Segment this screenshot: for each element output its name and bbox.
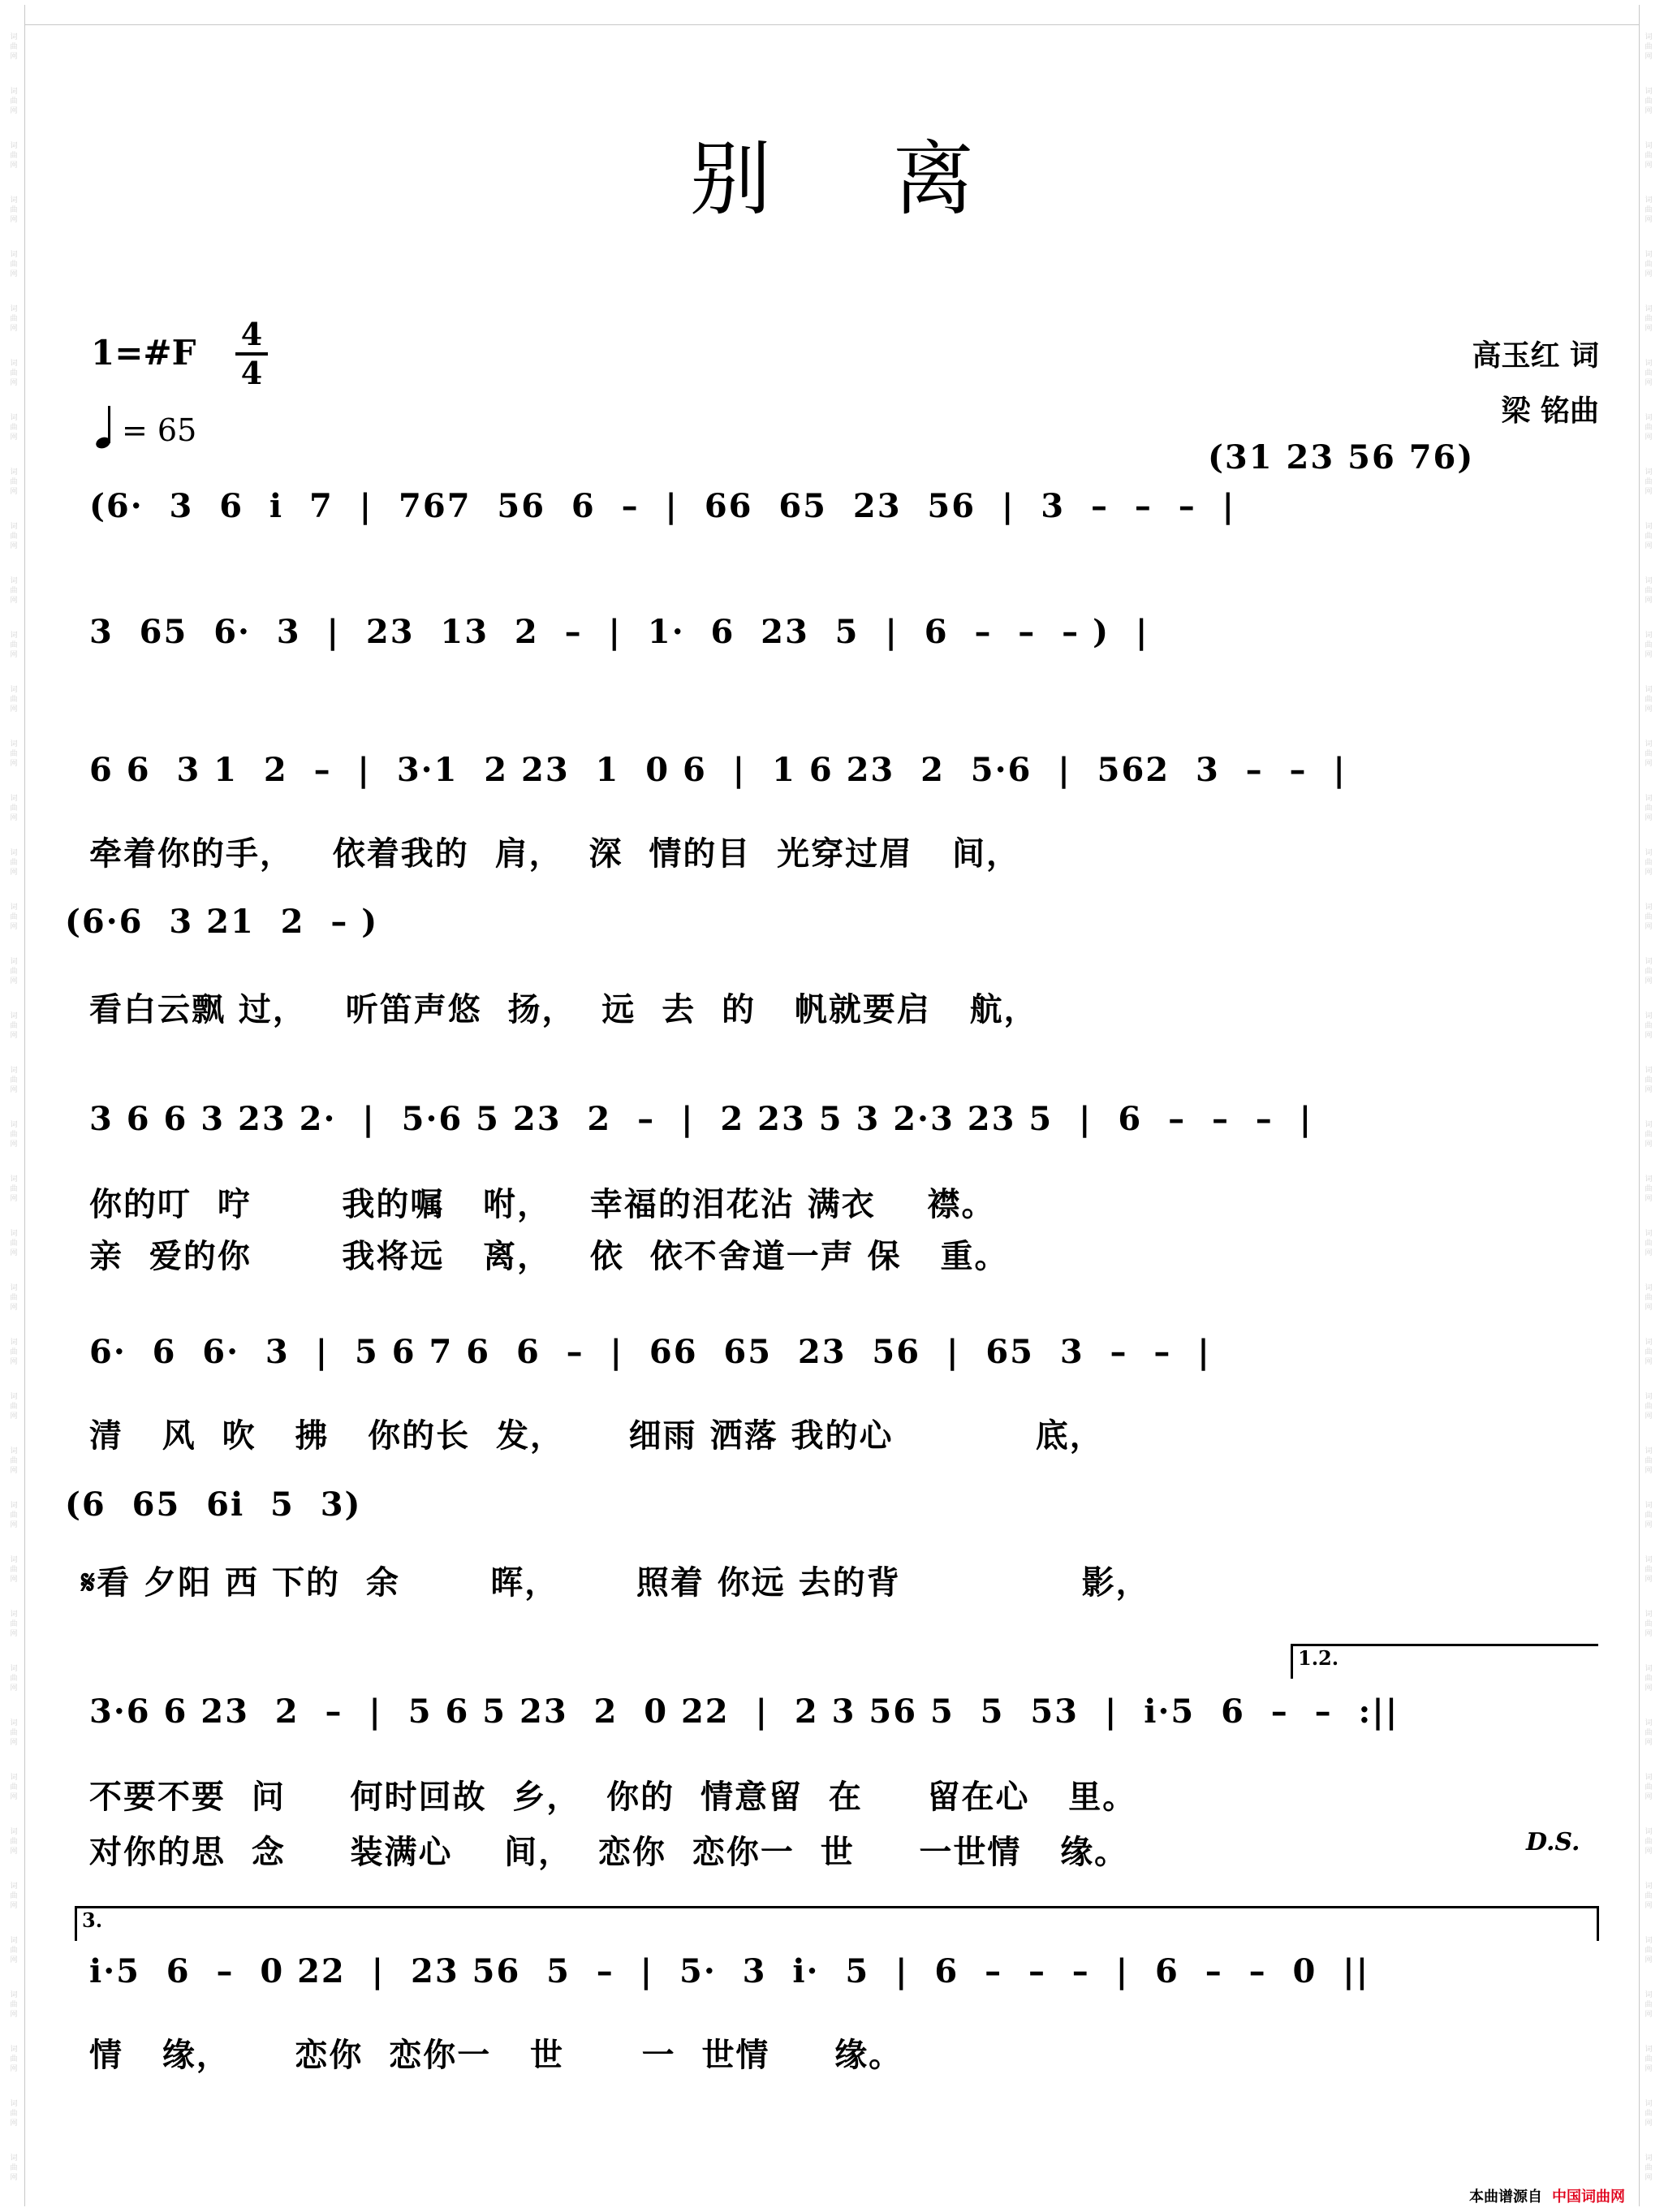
watermark-text: 词曲网 xyxy=(1645,740,1653,768)
watermark-text: 词曲网 xyxy=(1645,1284,1653,1312)
watermark-text: 词曲网 xyxy=(1645,1556,1653,1584)
watermark-text: 词曲网 xyxy=(1645,1828,1653,1856)
lyric-line-3b: 看白云飘 过， 听笛声悠 扬， 远 去 的 帆就要启 航， xyxy=(89,991,1038,1028)
watermark-text: 词曲网 xyxy=(1645,1610,1653,1638)
notation-line-5: 6· 6 6· 3 | 5 6 7 6 6 – | 66 65 23 56 | 65 3 – – | xyxy=(89,1333,1211,1371)
quarter-note-icon xyxy=(96,406,110,448)
time-signature-bottom: 4 xyxy=(240,355,263,391)
watermark-text: 词曲网 xyxy=(10,2154,18,2182)
watermark-text: 词曲网 xyxy=(10,1067,18,1094)
watermark-text: 词曲网 xyxy=(1645,1665,1653,1692)
source-label: 本曲谱源自 xyxy=(1469,2188,1542,2206)
watermark-text: 词曲网 xyxy=(1645,523,1653,550)
watermark-text: 词曲网 xyxy=(1645,2100,1653,2128)
lyric-line-4b: 亲 爱的你 我将远 离， 依 依不舍道一声 保 重。 xyxy=(89,1238,1009,1275)
source-credit xyxy=(1469,2185,1625,2206)
watermark-text: 词曲网 xyxy=(1645,468,1653,496)
notation-line-4: 3 6 6 3 23 2· | 5·6 5 23 2 – | 2 23 5 3 2·3 23 5 | 6 – – – | xyxy=(89,1100,1313,1138)
notation-line-3b: (6·6 3 21 2 – ) xyxy=(65,903,379,941)
key-signature: 1=#F xyxy=(91,333,196,373)
watermark-text: 词曲网 xyxy=(1645,686,1653,714)
lyric-line-7: 情 缘， 恋你 恋你一 世 一 世情 缘。 xyxy=(89,2037,903,2074)
watermark-text: 词曲网 xyxy=(10,360,18,387)
watermark-text: 词曲网 xyxy=(10,1937,18,1964)
watermark-text: 词曲网 xyxy=(10,1991,18,2019)
watermark-text: 词曲网 xyxy=(1645,1882,1653,1910)
source-site: 中国词曲网 xyxy=(1552,2188,1625,2206)
lyricist-credit: 高玉红 词 xyxy=(1472,339,1599,373)
watermark-text: 词曲网 xyxy=(10,1556,18,1584)
watermark-text: 词曲网 xyxy=(10,1828,18,1856)
watermark-text: 词曲网 xyxy=(10,958,18,985)
watermark-text: 词曲网 xyxy=(10,2046,18,2073)
watermark-text: 词曲网 xyxy=(1645,632,1653,659)
watermark-text: 词曲网 xyxy=(10,1121,18,1149)
watermark-text: 词曲网 xyxy=(10,1774,18,1801)
watermark-text: 词曲网 xyxy=(10,1882,18,1910)
watermark-text: 词曲网 xyxy=(10,305,18,333)
watermark-text: 词曲网 xyxy=(10,1393,18,1421)
watermark-text: 词曲网 xyxy=(10,33,18,61)
watermark-text: 词曲网 xyxy=(10,1284,18,1312)
watermark-text: 词曲网 xyxy=(1645,1339,1653,1366)
watermark-text: 词曲网 xyxy=(10,1719,18,1747)
page-border-top xyxy=(24,24,1640,25)
watermark-text: 词曲网 xyxy=(10,1175,18,1203)
watermark-text: 词曲网 xyxy=(10,1230,18,1257)
notation-line-3: 6 6 3 1 2 – | 3·1 2 23 1 0 6 | 1 6 23 2 5·6 | 562 3 – – | xyxy=(89,751,1347,789)
notation-line-6: 3·6 6 23 2 – | 5 6 5 23 2 0 22 | 2 3 56 5 5 53 | i·5 6 – – :|| xyxy=(89,1692,1399,1731)
watermark-text: 词曲网 xyxy=(10,1665,18,1692)
watermark-text: 词曲网 xyxy=(10,414,18,442)
watermark-text: 词曲网 xyxy=(1645,1175,1653,1203)
composer-credit: 梁 铭曲 xyxy=(1501,395,1599,428)
watermark-text: 词曲网 xyxy=(1645,577,1653,605)
notation-line-2: 3 65 6· 3 | 23 13 2 – | 1· 6 23 5 | 6 – – – ) | xyxy=(89,613,1149,651)
watermark-text: 词曲网 xyxy=(1645,1230,1653,1257)
notation-line-5b: (6 65 6i 5 3) xyxy=(65,1485,362,1524)
watermark-text: 词曲网 xyxy=(1645,142,1653,170)
dal-segno-mark: D.S. xyxy=(1526,1828,1580,1856)
volta-3: 3. xyxy=(75,1906,1599,1941)
watermark-text: 词曲网 xyxy=(10,523,18,550)
watermark-text: 词曲网 xyxy=(1645,958,1653,985)
watermark-text: 词曲网 xyxy=(1645,2046,1653,2073)
watermark-text: 词曲网 xyxy=(1645,33,1653,61)
notation-line-1: (6· 3 6 i 7 | 767 56 6 – | 66 65 23 56 | 3 – – – | xyxy=(89,487,1236,525)
watermark-text: 词曲网 xyxy=(1645,903,1653,931)
watermark-text: 词曲网 xyxy=(10,468,18,496)
watermark-text: 词曲网 xyxy=(1645,1121,1653,1149)
intro-tag-notes: (31 23 56 76) xyxy=(1208,438,1475,476)
watermark-text: 词曲网 xyxy=(10,1447,18,1475)
watermark-text: 词曲网 xyxy=(10,88,18,115)
watermark-text: 词曲网 xyxy=(1645,1502,1653,1529)
watermark-text: 词曲网 xyxy=(10,2100,18,2128)
watermark-text: 词曲网 xyxy=(10,632,18,659)
watermark-text: 词曲网 xyxy=(1645,196,1653,224)
tempo-value: = 65 xyxy=(122,412,197,448)
watermark-text: 词曲网 xyxy=(10,1610,18,1638)
watermark-text: 词曲网 xyxy=(1645,1447,1653,1475)
tempo-marking xyxy=(96,406,196,448)
watermark-text: 词曲网 xyxy=(10,1012,18,1040)
watermark-text: 词曲网 xyxy=(10,1339,18,1366)
lyric-line-6a: 不要不要 问 何时回故 乡， 你的 情意留 在 留在心 里。 xyxy=(89,1779,1137,1816)
page-border-right xyxy=(1639,5,1659,2206)
watermark-text: 词曲网 xyxy=(10,849,18,877)
credits xyxy=(1380,329,1599,439)
lyric-line-6b: 对你的思 念 装满心 间， 恋你 恋你一 世 一世情 缘。 xyxy=(89,1834,1129,1871)
watermark-text: 词曲网 xyxy=(1645,1991,1653,2019)
watermark-text: 词曲网 xyxy=(1645,414,1653,442)
watermark-text: 词曲网 xyxy=(1645,849,1653,877)
page-border-left xyxy=(5,5,25,2206)
watermark-text: 词曲网 xyxy=(1645,88,1653,115)
watermark-text: 词曲网 xyxy=(10,251,18,278)
watermark-text: 词曲网 xyxy=(10,795,18,822)
lyric-line-5a: 清 风 吹 拂 你的长 发， 细雨 洒落 我的心 底， xyxy=(89,1417,1104,1455)
watermark-text: 词曲网 xyxy=(1645,1937,1653,1964)
time-signature xyxy=(235,318,268,390)
watermark-text: 词曲网 xyxy=(1645,1012,1653,1040)
watermark-text: 词曲网 xyxy=(1645,360,1653,387)
watermark-text: 词曲网 xyxy=(10,1502,18,1529)
watermark-text: 词曲网 xyxy=(10,903,18,931)
notation-line-7: i·5 6 – 0 22 | 23 56 5 – | 5· 3 i· 5 | 6 – – – | 6 – – 0 || xyxy=(89,1952,1370,1990)
watermark-text: 词曲网 xyxy=(10,686,18,714)
watermark-text: 词曲网 xyxy=(1645,251,1653,278)
volta-1-2: 1.2. xyxy=(1291,1644,1598,1679)
watermark-text: 词曲网 xyxy=(1645,1719,1653,1747)
watermark-text: 词曲网 xyxy=(10,142,18,170)
watermark-text: 词曲网 xyxy=(1645,305,1653,333)
watermark-text: 词曲网 xyxy=(1645,1067,1653,1094)
lyric-line-5b: 𝄋看 夕阳 西 下的 余 晖， 照着 你远 去的背 影， xyxy=(81,1564,1150,1602)
watermark-text: 词曲网 xyxy=(1645,795,1653,822)
lyric-line-3a: 牵着你的手， 依着我的 肩， 深 情的目 光穿过眉 间， xyxy=(89,835,1020,873)
watermark-text: 词曲网 xyxy=(10,196,18,224)
time-signature-top: 4 xyxy=(240,316,263,352)
watermark-text: 词曲网 xyxy=(10,740,18,768)
watermark-text: 词曲网 xyxy=(1645,2154,1653,2182)
lyric-line-4a: 你的叮 咛 我的嘱 咐， 幸福的泪花沾 满衣 襟。 xyxy=(89,1186,996,1223)
watermark-text: 词曲网 xyxy=(10,577,18,605)
song-title: 别离 xyxy=(690,132,1096,226)
watermark-text: 词曲网 xyxy=(1645,1393,1653,1421)
watermark-text: 词曲网 xyxy=(1645,1774,1653,1801)
